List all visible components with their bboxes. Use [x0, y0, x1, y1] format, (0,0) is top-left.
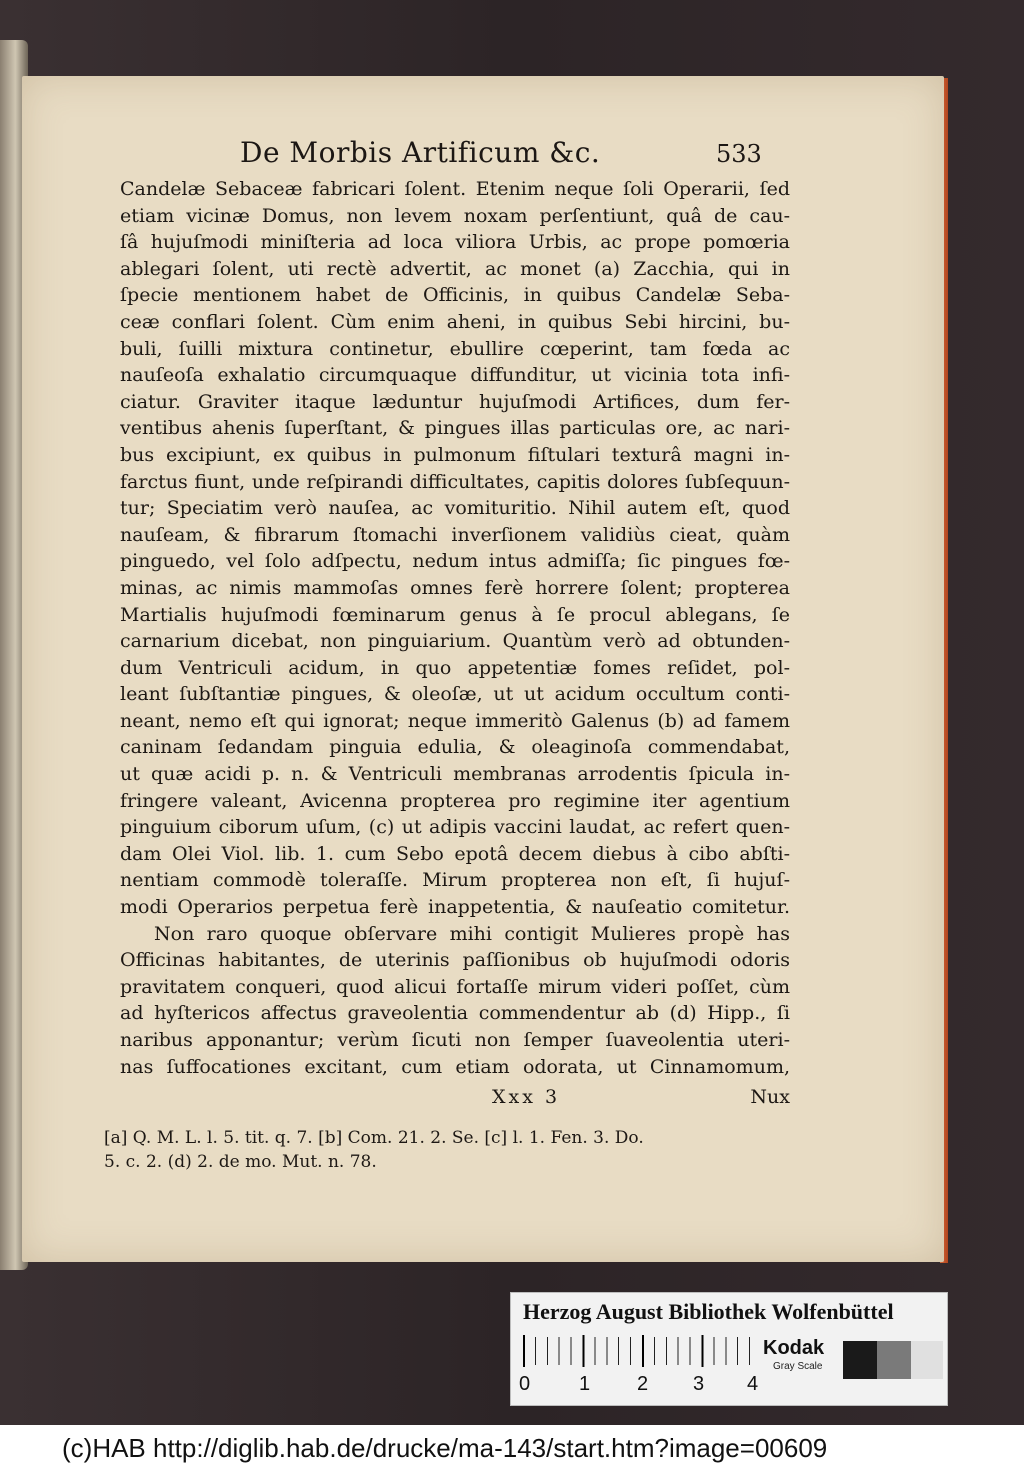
text-line: caninam ſedandam pinguia edulia, & oleaginoſa commendabat,: [120, 736, 790, 759]
text-line: fringere valeant, Avicenna propterea pro regimine iter agentium: [120, 789, 790, 812]
text-line: pravitatem conqueri, quod alicui fortaſſe mirum videri poſſet, cùm: [120, 975, 790, 998]
ruler-labels: [517, 1373, 777, 1399]
text-line: naribus apponantur; verùm ſicuti non ſemper ſuaveolentia uteri-: [120, 1029, 790, 1051]
page-header: [22, 136, 944, 176]
footnote-line: [a] Q. M. L. l. 5. tit. q. 7. [b] Com. 21. 2. Se. [c] l. 1. Fen. 3. Do.: [104, 1128, 644, 1148]
footnote-line: 5. c. 2. (d) 2. de mo. Mut. n. 78.: [104, 1152, 377, 1172]
body-text: [120, 176, 790, 1080]
text-line: Officinas habitantes, de uterinis paſſionibus ob hujuſmodi odoris: [120, 949, 790, 972]
footer-bar: [0, 1425, 1024, 1470]
text-line: ſâ hujuſmodi miniſteria ad loca viliora Urbis, ac prope pomœria: [120, 231, 790, 254]
text-line: nauſeam, & fibrarum ſtomachi inverſionem validiùs cieat, quàm: [120, 523, 790, 546]
text-line: ſpecie mentionem habet de Officinis, in quibus Candelæ Seba-: [120, 284, 790, 307]
ruler-label: 3: [693, 1373, 705, 1395]
signature-line: [120, 1086, 790, 1112]
text-line: minas, ac nimis mammoſas omnes ferè horrere ſolent; propterea: [120, 576, 790, 599]
institution-name: Herzog August Bibliothek Wolfenbüttel: [523, 1299, 894, 1324]
text-line: nentiam commodè toleraſſe. Mirum propterea non eſt, ſi hujuſ-: [120, 869, 790, 892]
copyright-url: (c)HAB http://diglib.hab.de/drucke/ma-143/start.htm?image=00609: [62, 1433, 828, 1463]
gray-swatch-light: [911, 1341, 943, 1379]
text-line: nauſeoſa exhalatio circumquaque diffunditur, ut vicinia tota infi-: [120, 364, 790, 387]
text-line: ceæ conflari ſolent. Cùm enim aheni, in quibus Sebi hircini, bu-: [120, 310, 790, 333]
running-title: De Morbis Artificum &c.: [240, 136, 601, 169]
text-line: ciatur. Graviter itaque læduntur hujuſmodi Artifices, dum fer-: [120, 390, 790, 413]
ruler-major-ticks: [523, 1335, 761, 1367]
text-line: dam Olei Viol. lib. 1. cum Sebo epotâ decem diebus à cibo abſti-: [120, 842, 790, 865]
text-line: ad hyſtericos affectus graveolentia commendentur ab (d) Hipp., ſi: [120, 1002, 790, 1025]
text-line: pinguedo, vel ſolo adſpectu, nedum intus admiſſa; ſic pingues fœ-: [120, 550, 790, 573]
text-line: bus excipiunt, ex quibus in pulmonum fiſtulari texturâ magni in-: [120, 443, 790, 466]
text-line: carnarium dicebat, non pinguiarium. Quantùm verò ad obtunden-: [120, 630, 790, 653]
gray-scale-label: Gray Scale: [773, 1361, 823, 1372]
ruler-label: 2: [637, 1373, 649, 1395]
text-line: nas ſuffocationes excitant, cum etiam odorata, ut Cinnamomum,: [120, 1055, 790, 1078]
gray-swatch-dark: [843, 1341, 877, 1379]
ruler-label: 0: [519, 1373, 531, 1395]
book-page: [22, 76, 944, 1262]
ruler-label: 1: [579, 1373, 591, 1395]
text-line: modi Operarios perpetua ferè inappetentia, & nauſeatio comitetur.: [120, 896, 790, 919]
text-line: tur; Speciatim verò nauſea, ac vomituritio. Nihil autem eſt, quod: [120, 497, 790, 520]
page-number: 533: [716, 140, 762, 168]
signature-mark: Xxx 3: [492, 1086, 561, 1108]
text-line: buli, ſuilli mixtura continetur, ebullire cœperint, tam fœda ac: [120, 337, 790, 360]
footnotes: [104, 1126, 794, 1174]
text-line: ablegari ſolent, uti rectè advertit, ac monet (a) Zacchia, qui in: [120, 257, 790, 280]
text-line: Martialis hujuſmodi fœminarum genus à ſe procul ablegans, ſe: [120, 603, 790, 626]
ruler-label: 4: [747, 1373, 759, 1395]
text-line: ventibus ahenis ſuperſtant, & pingues illas particulas ore, ac nari-: [120, 417, 790, 440]
text-line: etiam vicinæ Domus, non levem noxam perſentiunt, quâ de cau-: [120, 204, 790, 227]
color-calibration-bar: [510, 1292, 948, 1406]
text-line: farctus fiunt, unde reſpirandi difficultates, capitis dolores ſubſequun-: [120, 470, 790, 493]
catchword: Nux: [750, 1086, 790, 1108]
text-line: neant, nemo eſt qui ignorat; neque immeritò Galenus (b) ad famem: [120, 709, 790, 732]
kodak-logo-text: Kodak: [763, 1337, 825, 1359]
text-line: Candelæ Sebaceæ fabricari ſolent. Etenim neque ſoli Operarii, ſed: [120, 178, 790, 200]
text-line: dum Ventriculi acidum, in quo appetentiæ fomes reſidet, pol-: [120, 656, 790, 679]
text-line: Non raro quoque obſervare mihi contigit Mulieres propè has: [154, 922, 790, 945]
text-line: pinguium ciborum uſum, (c) ut adipis vaccini laudat, ac refert quen-: [120, 816, 790, 839]
gray-swatch-mid: [877, 1341, 911, 1379]
text-line: ut quæ acidi p. n. & Ventriculi membranas arrodentis ſpicula in-: [120, 763, 790, 786]
text-line: leant ſubſtantiæ pingues, & oleoſæ, ut ut acidum occultum conti-: [120, 683, 790, 706]
